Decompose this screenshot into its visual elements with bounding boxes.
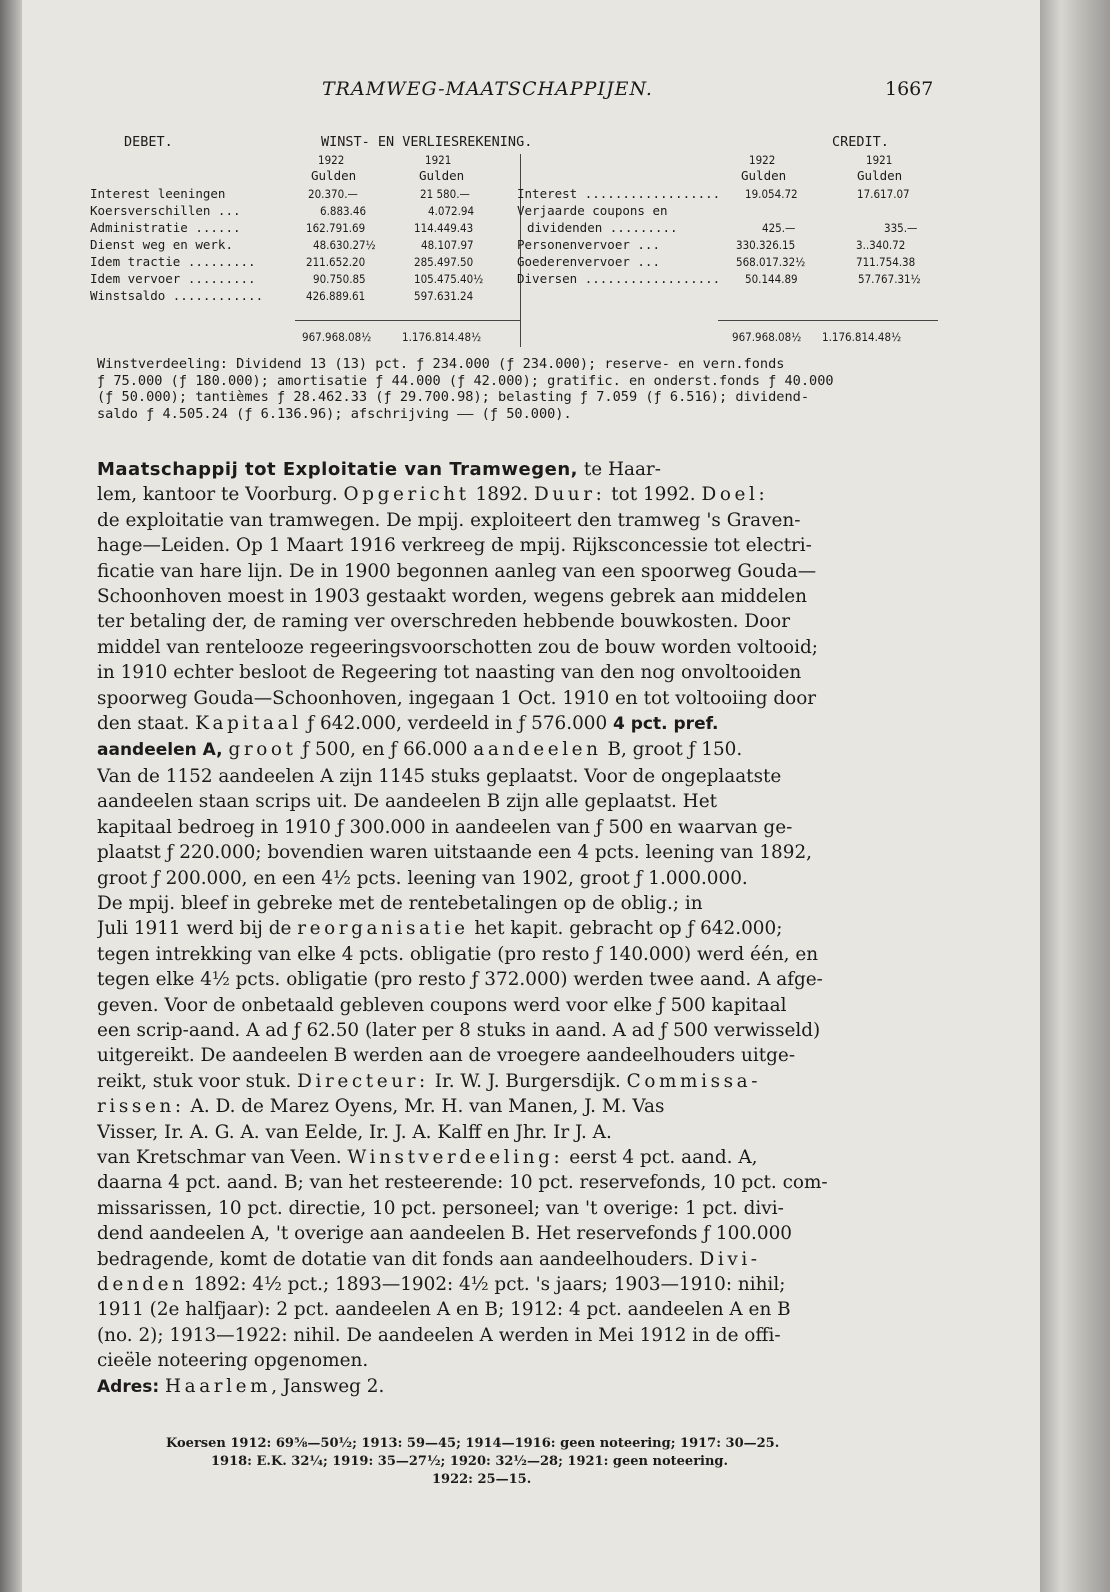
credit-row-1922: 568.017.32½ <box>736 255 806 269</box>
debet-row-1922: 426.889.61 <box>306 289 366 303</box>
company-description <box>97 457 940 1400</box>
spaced-keyword: Commissa- <box>626 1070 762 1092</box>
debet-row-label: Koersverschillen ... <box>90 203 241 218</box>
spaced-keyword: Doel: <box>701 484 769 506</box>
spaced-keyword: Opgericht <box>343 484 470 506</box>
company-line <box>97 764 940 789</box>
credit-unit-1922: Gulden <box>741 168 787 183</box>
debet-row-1921: 105.475.40½ <box>414 272 484 286</box>
credit-row-label: Personenvervoer ... <box>517 237 660 252</box>
company-line <box>97 1120 940 1145</box>
credit-row-1921: 17.617.07 <box>857 187 910 201</box>
credit-row-1921: 335.— <box>884 221 918 235</box>
company-line <box>97 866 940 891</box>
bold-keyword: Adres: <box>97 1376 160 1397</box>
spaced-keyword: aandeelen <box>473 739 602 761</box>
debet-row-1921: 597.631.24 <box>414 289 474 303</box>
company-line <box>97 686 940 711</box>
text-run: (no. 2); 1913—1922: nihil. De aandeelen A werden in Mei 1912 in de offi- <box>97 1324 781 1346</box>
text-run: plaatst ƒ 220.000; bovendien waren uitstaande een 4 pcts. leening van 1892, <box>97 842 812 864</box>
text-run: aandeelen staan scrips uit. De aandeelen B zijn alle geplaatst. Het <box>97 791 717 813</box>
company-line <box>97 916 940 941</box>
text-run: Van de 1152 aandeelen A zijn 1145 stuks geplaatst. Voor de ongeplaatste <box>97 765 782 787</box>
company-line <box>97 789 940 814</box>
credit-row-1922: 330.326.15 <box>736 238 796 252</box>
debet-year-1922: 1922 <box>318 153 345 167</box>
spaced-keyword: groot <box>228 739 297 761</box>
text-run: , Jansweg 2. <box>271 1375 385 1397</box>
debet-total-rule <box>295 320 520 321</box>
company-line <box>97 1145 940 1170</box>
credit-total-1921: 1.176.814.48½ <box>822 330 902 344</box>
text-run: Visser, Ir. A. G. A. van Eelde, Ir. J. A. Kalff en Jhr. Ir J. A. <box>97 1121 612 1143</box>
winstverdeeling-notes <box>97 356 940 422</box>
credit-row-label: Goederenvervoer ... <box>517 254 660 269</box>
text-run: spoorweg Gouda—Schoonhoven, ingegaan 1 Oct. 1910 en tot voltooiing door <box>97 687 817 709</box>
text-run: in 1910 echter besloot de Regeering tot naasting van den nog onvoltooiden <box>97 662 802 684</box>
debet-row-1922: 20.370.— <box>308 187 358 201</box>
debet-row-1921: 21 580.— <box>420 187 470 201</box>
spaced-keyword: rissen: <box>97 1096 185 1118</box>
company-line <box>97 1094 940 1119</box>
company-line <box>97 533 940 558</box>
text-run: De mpij. bleef in gebreke met de rentebetalingen op de oblig.; in <box>97 892 703 914</box>
koersen-line: 1918: E.K. 32¼; 1919: 35—27½; 1920: 32½—28; 1921: geen noteering. <box>211 1454 729 1469</box>
spaced-keyword: denden <box>97 1274 188 1295</box>
text-run: een scrip-aand. A ad ƒ 62.50 (later per 8 stuks in aand. A ad ƒ 500 verwisseld) <box>97 1019 821 1041</box>
company-line <box>97 457 940 482</box>
spaced-keyword: Duur: <box>534 484 606 506</box>
company-line <box>97 1247 940 1272</box>
text-run: den staat. <box>97 713 196 735</box>
text-run: 1911 (2e halfjaar): 2 pct. aandeelen A en B; 1912: 4 pct. aandeelen A en B <box>97 1299 791 1321</box>
debet-unit-1921: Gulden <box>419 168 465 183</box>
winstverdeeling-line: Winstverdeeling: Dividend 13 (13) pct. ƒ 234.000 (ƒ 234.000); reserve- en vern.fonds <box>97 356 785 372</box>
debet-row-label: Idem tractie ......... <box>90 254 256 269</box>
text-run: cieële noteering opgenomen. <box>97 1350 369 1372</box>
company-line <box>97 609 940 634</box>
account-title: WINST- EN VERLIESREKENING. <box>321 134 533 150</box>
company-line <box>97 482 940 507</box>
text-run: te Haar- <box>578 459 661 480</box>
credit-row-1922: 425.— <box>762 221 796 235</box>
credit-row-label: Verjaarde coupons en <box>517 203 668 218</box>
company-line <box>97 660 940 685</box>
text-run: A. D. de Marez Oyens, Mr. H. van Manen, J. M. Vas <box>184 1096 665 1118</box>
credit-total-1922: 967.968.08½ <box>732 330 802 344</box>
credit-row-label: Interest .................. <box>517 186 721 201</box>
koersen-line: Koersen 1912: 69⅝—50½; 1913: 59—45; 1914—1916: geen noteering; 1917: 30—25. <box>166 1436 780 1451</box>
spaced-keyword: Winstverdeeling: <box>347 1146 564 1168</box>
debet-row-1921: 285.497.50 <box>414 255 474 269</box>
company-line <box>97 584 940 609</box>
company-line <box>97 1297 940 1322</box>
company-line <box>97 1272 940 1297</box>
text-run: de exploitatie van tramwegen. De mpij. exploiteert den tramweg 's Graven- <box>97 509 801 531</box>
text-run: tegen intrekking van elke 4 pcts. obligatie (pro resto ƒ 140.000) werd één, en <box>97 943 819 965</box>
page-number: 1667 <box>885 78 934 100</box>
company-line <box>97 840 940 865</box>
text-run: Juli 1911 werd bij de <box>97 918 298 940</box>
company-line <box>97 1043 940 1068</box>
credit-row-1921: 3..340.72 <box>856 238 906 252</box>
company-line <box>97 711 940 737</box>
debet-unit-1922: Gulden <box>311 168 357 183</box>
text-run: uitgereikt. De aandeelen B werden aan de vroegere aandeelhouders uitge- <box>97 1045 796 1067</box>
debet-row-1922: 48.630.27½ <box>313 238 376 252</box>
text-run: tot 1992. <box>605 484 702 506</box>
company-line <box>97 815 940 840</box>
debet-row-1921: 48.107.97 <box>421 238 474 252</box>
debet-total-1922: 967.968.08½ <box>302 330 372 344</box>
company-line <box>97 967 940 992</box>
credit-row-label: dividenden ......... <box>527 220 678 235</box>
spaced-keyword: Haarlem <box>165 1375 272 1397</box>
text-run: het kapit. gebracht op ƒ 642.000; <box>468 918 783 940</box>
credit-label: CREDIT. <box>832 134 889 150</box>
text-run: groot ƒ 200.000, en een 4½ pcts. leening van 1902, groot ƒ 1.000.000. <box>97 867 748 889</box>
debet-row-1922: 90.750.85 <box>313 272 366 286</box>
winstverdeeling-line: ƒ 75.000 (ƒ 180.000); amortisatie ƒ 44.000 (ƒ 42.000); gratific. en onderst.fonds ƒ 40.000 <box>97 372 834 389</box>
text-run: missarissen, 10 pct. directie, 10 pct. personeel; van 't overige: 1 pct. divi- <box>97 1197 784 1219</box>
text-run: B, groot ƒ 150. <box>601 739 743 761</box>
spaced-keyword: Divi- <box>699 1248 761 1270</box>
debet-year-1921: 1921 <box>425 153 452 167</box>
running-head: TRAMWEG-MAATSCHAPPIJEN. <box>322 78 653 100</box>
text-run: Schoonhoven moest in 1903 gestaakt worden, wegens gebrek aan middelen <box>97 586 807 608</box>
company-line <box>97 1069 940 1094</box>
debet-row-label: Dienst weg en werk. <box>90 237 233 252</box>
company-line <box>97 1348 940 1373</box>
text-run: 1892: 4½ pct.; 1893—1902: 4½ pct. 's jaars; 1903—1910: nihil; <box>187 1274 786 1295</box>
text-run: middel van rentelooze regeeringsvoorschotten zou de bouw worden voltooid; <box>97 636 818 658</box>
text-run: bedragende, komt de dotatie van dit fonds aan aandeelhouders. <box>97 1248 700 1270</box>
debet-row-1921: 4.072.94 <box>428 204 475 218</box>
spaced-keyword: reorganisatie <box>297 918 469 940</box>
company-line <box>97 508 940 533</box>
company-line <box>97 1374 940 1400</box>
credit-year-1921: 1921 <box>866 153 893 167</box>
text-run: ƒ 642.000, verdeeld in ƒ 576.000 <box>301 713 614 735</box>
credit-row-1922: 19.054.72 <box>745 187 798 201</box>
text-run: 1892. <box>469 484 535 506</box>
text-run: tegen elke 4½ pcts. obligatie (pro resto ƒ 372.000) werden twee aand. A afge- <box>97 969 823 991</box>
text-run: ficatie van hare lijn. De in 1900 begonnen aanleg van een spoorweg Gouda— <box>97 560 817 582</box>
debet-row-label: Idem vervoer ......... <box>90 271 256 286</box>
company-line <box>97 1221 940 1246</box>
text-run: van Kretschmar van Veen. <box>97 1146 348 1168</box>
book-gutter <box>0 0 22 1592</box>
company-line <box>97 635 940 660</box>
company-name: Maatschappij tot Exploitatie van Tramwegen, <box>97 459 578 480</box>
bold-keyword: 4 pct. pref. <box>613 714 719 735</box>
text-run: reikt, stuk voor stuk. <box>97 1070 298 1092</box>
spaced-keyword: Kapitaal <box>195 713 302 735</box>
company-line <box>97 1170 940 1195</box>
company-line <box>97 1323 940 1348</box>
winstverdeeling-line: saldo ƒ 4.505.24 (ƒ 6.136.96); afschrijving —— (ƒ 50.000). <box>97 405 572 422</box>
debet-label: DEBET. <box>124 134 173 150</box>
text-run: eerst 4 pct. aand. A, <box>563 1146 758 1168</box>
credit-row-1921: 711.754.38 <box>856 255 916 269</box>
company-line <box>97 993 940 1018</box>
text-run: Ir. W. J. Burgersdijk. <box>428 1070 627 1092</box>
debet-row-label: Interest leeningen <box>90 186 226 201</box>
company-line <box>97 1018 940 1043</box>
debet-row-1921: 114.449.43 <box>414 221 474 235</box>
text-run: lem, kantoor te Voorburg. <box>97 484 344 506</box>
text-run: hage—Leiden. Op 1 Maart 1916 verkreeg de mpij. Rijksconcessie tot electri- <box>97 535 812 557</box>
company-line <box>97 737 940 763</box>
credit-row-1921: 57.767.31½ <box>858 272 921 286</box>
bold-keyword: aandeelen A, <box>97 740 223 761</box>
koersen-line: 1922: 25—15. <box>432 1472 532 1487</box>
debet-total-1921: 1.176.814.48½ <box>402 330 482 344</box>
credit-row-1922: 50.144.89 <box>745 272 798 286</box>
text-run: ter betaling der, de raming ver overschreden hebbende bouwkosten. Door <box>97 611 791 633</box>
company-line <box>97 1196 940 1221</box>
credit-year-1922: 1922 <box>749 153 776 167</box>
text-run: dend aandeelen A, 't overige aan aandeelen B. Het reservefonds ƒ 100.000 <box>97 1223 792 1245</box>
company-line <box>97 559 940 584</box>
debet-row-1922: 162.791.69 <box>306 221 366 235</box>
debet-row-label: Administratie ...... <box>90 220 241 235</box>
credit-unit-1921: Gulden <box>857 168 903 183</box>
company-line <box>97 942 940 967</box>
credit-total-rule <box>718 320 938 321</box>
debet-row-1922: 211.652.20 <box>306 255 366 269</box>
debet-row-1922: 6.883.46 <box>320 204 367 218</box>
text-run: kapitaal bedroeg in 1910 ƒ 300.000 in aandeelen van ƒ 500 en waarvan ge- <box>97 816 793 838</box>
spaced-keyword: Directeur: <box>297 1070 429 1092</box>
text-run: daarna 4 pct. aand. B; van het resteerende: 10 pct. reservefonds, 10 pct. com- <box>97 1172 828 1194</box>
company-line <box>97 891 940 916</box>
page-edge-shadow <box>1040 0 1110 1592</box>
text-run: ƒ 500, en ƒ 66.000 <box>296 739 474 761</box>
text-run: geven. Voor de onbetaald gebleven coupons werd voor elke ƒ 500 kapitaal <box>97 994 787 1016</box>
debet-row-label: Winstsaldo ............ <box>90 288 264 303</box>
credit-row-label: Diversen .................. <box>517 271 721 286</box>
winstverdeeling-line: (ƒ 50.000); tantièmes ƒ 28.462.33 (ƒ 29.700.98); belasting ƒ 7.059 (ƒ 6.516); dividend- <box>97 389 810 405</box>
